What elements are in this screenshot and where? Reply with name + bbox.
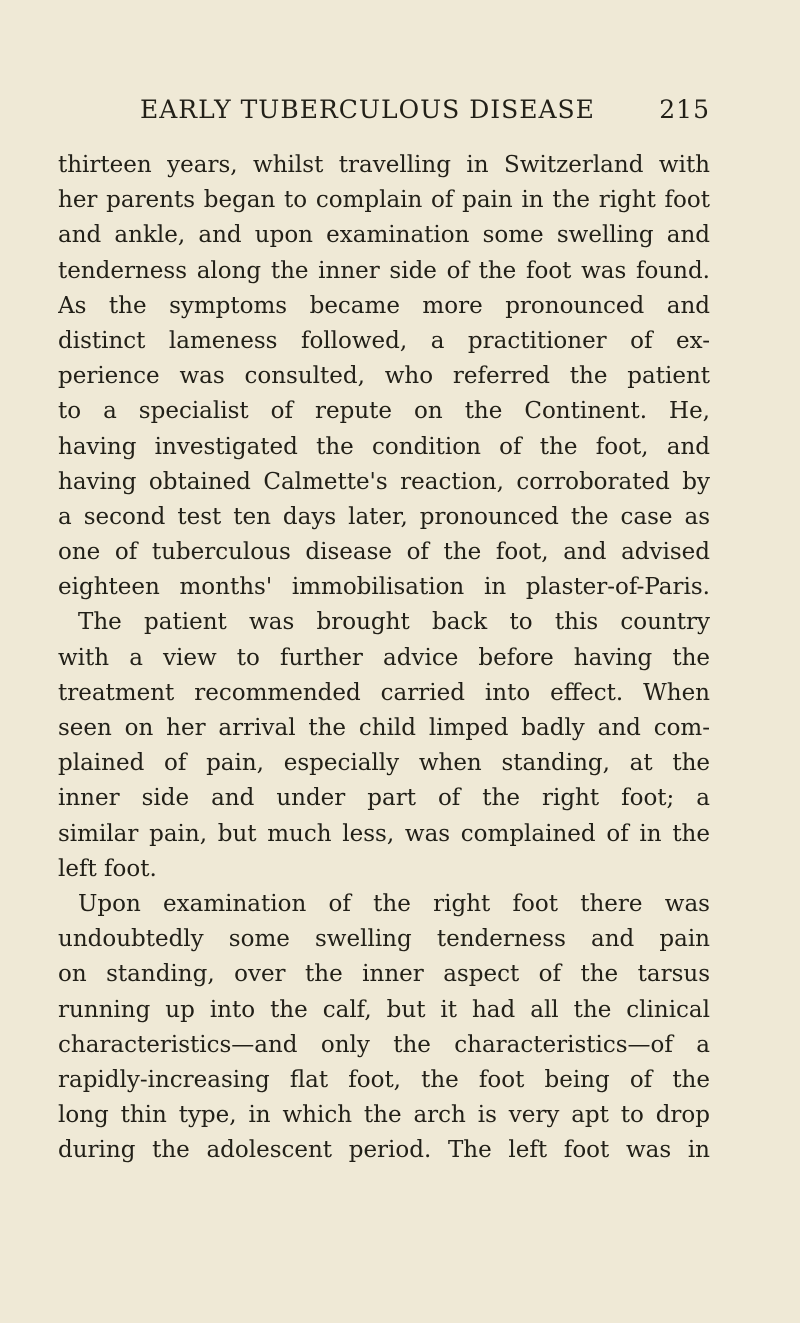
text-line: on standing, over the inner aspect of the tarsus xyxy=(58,961,710,988)
text-line: distinct lameness followed, a practitioner of ex- xyxy=(58,327,710,354)
text-line: having investigated the condition of the foot, and xyxy=(58,433,710,460)
text-line: during the adolescent period. The left foot was in xyxy=(58,1137,710,1164)
text-line: a second test ten days later, pronounced the case as xyxy=(58,503,710,530)
text-line: to a specialist of repute on the Continent. He, xyxy=(58,398,710,425)
text-line: and ankle, and upon examination some swelling and xyxy=(58,222,710,249)
running-head xyxy=(140,90,710,130)
body-text xyxy=(58,148,710,1168)
text-line: undoubtedly some swelling tenderness and pain xyxy=(58,926,710,953)
text-line: eighteen months' immobilisation in plaster-of-Paris. xyxy=(58,574,710,601)
text-line: treatment recommended carried into effect. When xyxy=(58,679,710,706)
text-line: tenderness along the inner side of the foot was found. xyxy=(58,257,710,284)
text-line: rapidly-increasing flat foot, the foot being of the xyxy=(58,1066,710,1093)
text-line: left foot. xyxy=(58,855,157,882)
running-head-title: EARLY TUBERCULOUS DISEASE xyxy=(140,95,595,124)
text-line: her parents began to complain of pain in the right foot xyxy=(58,187,710,214)
page-number: 215 xyxy=(659,95,710,124)
text-line: seen on her arrival the child limped badly and com- xyxy=(58,715,710,741)
text-line: Upon examination of the right foot there was xyxy=(78,890,710,917)
text-line: thirteen years, whilst travelling in Switzerland with xyxy=(58,152,710,178)
text-line: plained of pain, especially when standing, at the xyxy=(58,750,710,777)
text-line: The patient was brought back to this country xyxy=(78,609,710,636)
text-line: running up into the calf, but it had all the clinical xyxy=(58,996,710,1023)
text-line: inner side and under part of the right foot; a xyxy=(58,785,710,812)
text-line: long thin type, in which the arch is very apt to drop xyxy=(58,1102,710,1129)
text-line: perience was consulted, who referred the patient xyxy=(58,363,710,390)
text-line: similar pain, but much less, was complained of in the xyxy=(58,820,710,847)
text-line: one of tuberculous disease of the foot, and advised xyxy=(58,539,710,566)
text-line: with a view to further advice before having the xyxy=(58,644,710,671)
text-line: characteristics—and only the characteristics—of a xyxy=(58,1031,710,1058)
text-line: As the symptoms became more pronounced and xyxy=(58,292,710,319)
text-line: having obtained Calmette's reaction, corroborated by xyxy=(58,468,710,495)
